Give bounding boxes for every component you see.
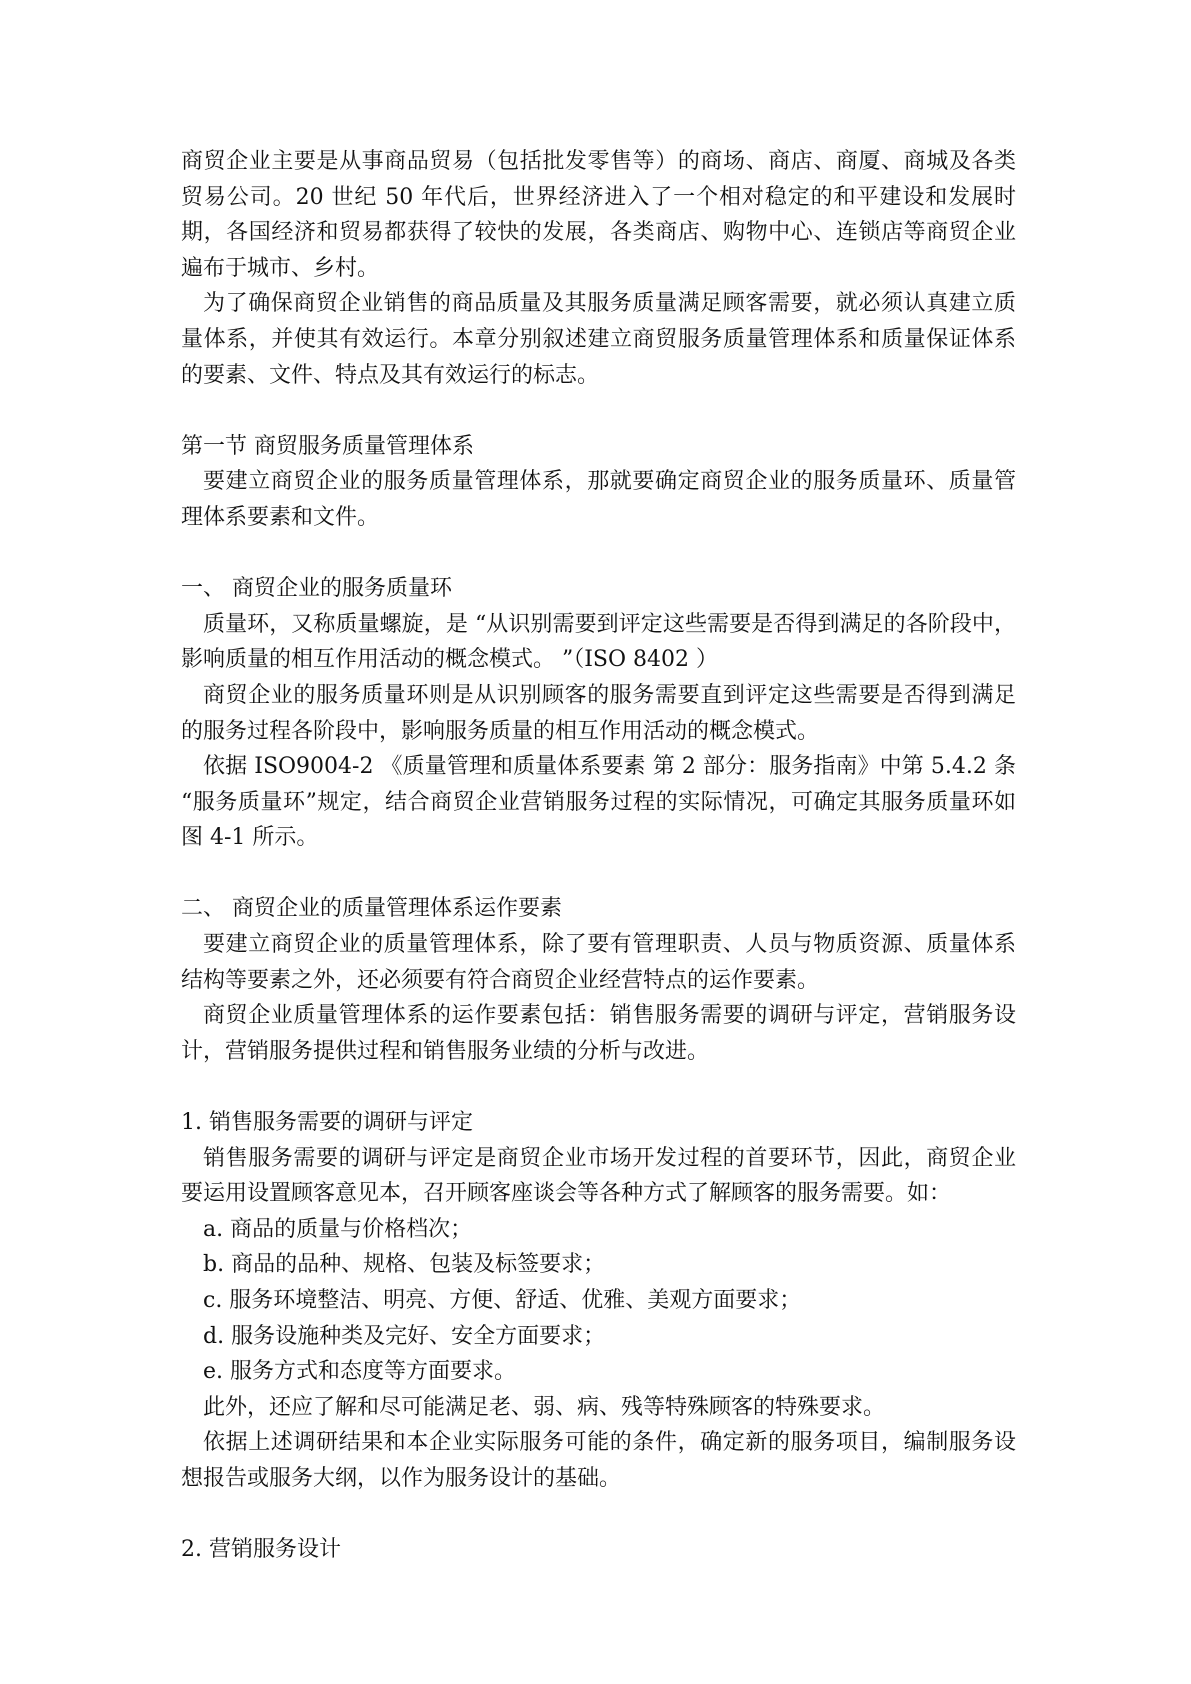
section-1-paragraph: 要建立商贸企业的服务质量管理体系，那就要确定商贸企业的服务质量环、质量管理体系要素和文件。 (181, 469, 1016, 530)
spacer (181, 856, 1016, 892)
spacer (181, 393, 1016, 429)
item-2-title: 2. 营销服务设计 (181, 1537, 341, 1563)
list-item: b. 商品的品种、规格、包装及标签要求； (203, 1252, 606, 1278)
subsection-1-title: 一、 商贸企业的服务质量环 (181, 576, 452, 602)
section-1-title: 第一节 商贸服务质量管理体系 (181, 433, 474, 459)
item-1-paragraph-3: 依据上述调研结果和本企业实际服务可能的条件，确定新的服务项目，编制服务设想报告或服务大纲，以作为服务设计的基础。 (181, 1430, 1016, 1491)
intro-paragraph-1: 商贸企业主要是从事商品贸易（包括批发零售等）的商场、商店、商厦、商城及各类贸易公司。20 世纪 50 年代后，世界经济进入了一个相对稳定的和平建设和发展时期，各国经济和贸易都获得了较快的发展，各类商店、购物中心、连锁店等商贸企业遍布于城市、乡村。 (181, 149, 1016, 281)
list-item: e. 服务方式和态度等方面要求。 (203, 1359, 517, 1385)
subsection-1-paragraph-1: 质量环，又称质量螺旋，是 “从识别需要到评定这些需要是否得到满足的各阶段中，影响质量的相互作用活动的概念模式。 ”（ISO 8402 ） (181, 611, 1016, 673)
subsection-2-paragraph-1: 要建立商贸企业的质量管理体系，除了要有管理职责、人员与物质资源、质量体系结构等要素之外，还必须要有符合商贸企业经营特点的运作要素。 (181, 932, 1016, 993)
spacer (181, 1069, 1016, 1105)
list-item: d. 服务设施种类及完好、安全方面要求； (203, 1323, 606, 1349)
item-1-paragraph-2: 此外，还应了解和尽可能满足老、弱、病、残等特殊顾客的特殊要求。 (203, 1394, 886, 1420)
item-1-paragraph-1: 销售服务需要的调研与评定是商贸企业市场开发过程的首要环节，因此，商贸企业要运用设置顾客意见本，召开顾客座谈会等各种方式了解顾客的服务需要。如： (181, 1145, 1016, 1207)
intro-paragraph-2: 为了确保商贸企业销售的商品质量及其服务质量满足顾客需要，就必须认真建立质量体系，并使其有效运行。本章分别叙述建立商贸服务质量管理体系和质量保证体系的要素、文件、特点及其有效运行的标志。 (181, 291, 1016, 388)
spacer (181, 1497, 1016, 1533)
list-item: c. 服务环境整洁、明亮、方便、舒适、优雅、美观方面要求； (203, 1288, 802, 1313)
list-item: a. 商品的质量与价格档次； (203, 1216, 473, 1242)
subsection-2-paragraph-2: 商贸企业质量管理体系的运作要素包括：销售服务需要的调研与评定，营销服务设计，营销服务提供过程和销售服务业绩的分析与改进。 (181, 1003, 1016, 1064)
item-1-title: 1. 销售服务需要的调研与评定 (181, 1110, 473, 1136)
subsection-1-paragraph-2: 商贸企业的服务质量环则是从识别顾客的服务需要直到评定这些需要是否得到满足的服务过程各阶段中，影响服务质量的相互作用活动的概念模式。 (181, 682, 1016, 744)
spacer (181, 536, 1016, 572)
subsection-2-title: 二、 商贸企业的质量管理体系运作要素 (181, 896, 562, 922)
subsection-1-paragraph-3: 依据 ISO9004-2 《质量管理和质量体系要素 第 2 部分：服务指南》中第 5.4.2 条 “服务质量环”规定，结合商贸企业营销服务过程的实际情况，可确定其服务质量环如图 4-1 所示。 (181, 754, 1016, 851)
document-page (181, 144, 1016, 1568)
